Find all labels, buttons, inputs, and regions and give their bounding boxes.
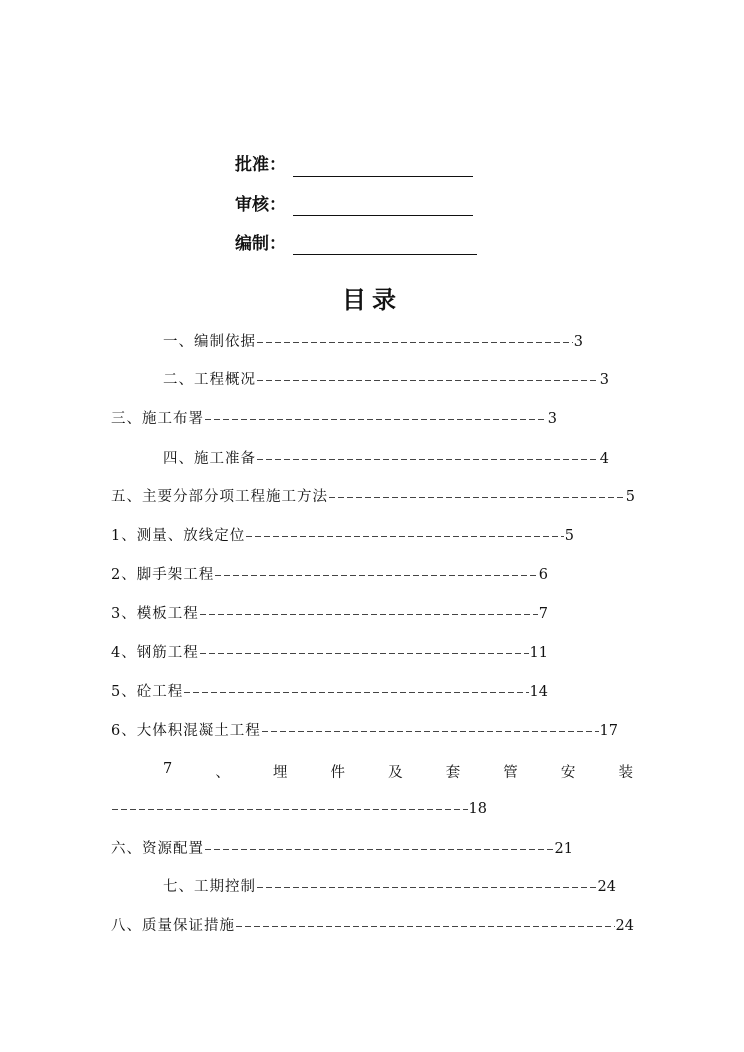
toc-leader	[200, 614, 538, 615]
toc-leader	[205, 419, 547, 420]
toc-leader	[112, 809, 468, 810]
toc-entry-label: 4、钢筋工程	[111, 645, 199, 661]
toc-entry[interactable]	[111, 409, 557, 429]
review-label: 审核：	[235, 195, 286, 215]
toc-entry[interactable]	[111, 839, 573, 859]
toc-entry-label: 1、测量、放线定位	[111, 528, 246, 544]
compile-signature-line	[293, 254, 477, 255]
toc-leader	[329, 497, 625, 498]
toc-entry[interactable]	[163, 877, 616, 897]
toc-leader	[200, 653, 529, 654]
toc-entry[interactable]	[111, 604, 548, 624]
toc-entry-page: 5	[625, 489, 635, 505]
toc-entry-label: 5、砼工程	[111, 684, 184, 700]
toc-entry-page: 3	[573, 334, 583, 350]
toc-entry-label: 四、施工准备	[163, 451, 256, 467]
toc-leader	[257, 887, 597, 888]
toc-leader	[257, 342, 573, 343]
toc-entry-page: 11	[529, 645, 548, 661]
toc-entry[interactable]	[111, 565, 548, 585]
toc-entry-label: 八、质量保证措施	[111, 918, 235, 934]
toc-entry-page: 3	[599, 372, 609, 388]
toc-entry-label: 一、编制依据	[163, 334, 256, 350]
label-char: 及	[388, 765, 403, 781]
toc-entry-page: 5	[564, 528, 574, 544]
toc-entry-page: 21	[554, 841, 573, 857]
toc-entry-label: 五、主要分部分项工程施工方法	[111, 489, 328, 505]
toc-entry-label: 二、工程概况	[163, 372, 256, 388]
toc-leader	[184, 692, 528, 693]
toc-leader	[215, 575, 538, 576]
label-char: 、	[215, 765, 230, 781]
toc-entry-label	[163, 761, 633, 782]
toc-entry[interactable]	[111, 721, 618, 741]
toc-entry[interactable]	[111, 682, 548, 702]
toc-entry-page: 14	[529, 684, 548, 700]
label-char: 套	[445, 765, 461, 781]
toc-entry-page: 17	[599, 723, 618, 739]
toc-leader	[246, 536, 564, 537]
label-char: 管	[503, 765, 518, 781]
toc-entry[interactable]	[163, 449, 609, 469]
toc-entry-page: 24	[615, 918, 634, 934]
toc-entry-label: 6、大体积混凝土工程	[111, 723, 261, 739]
toc-leader	[262, 731, 599, 732]
toc-entry-page: 7	[538, 606, 548, 622]
toc-leader	[257, 380, 599, 381]
toc-entry-label: 2、脚手架工程	[111, 567, 215, 583]
label-char: 装	[618, 765, 633, 781]
toc-entry-label: 七、工期控制	[163, 879, 256, 895]
toc-entry-page: 3	[547, 411, 557, 427]
toc-leader	[236, 926, 615, 927]
compile-label: 编制：	[235, 234, 286, 254]
toc-leader	[257, 459, 599, 460]
toc-entry-page: 6	[538, 567, 548, 583]
label-char: 安	[560, 765, 576, 781]
toc-entry-label: 六、资源配置	[111, 841, 204, 857]
toc-entry-page: 4	[599, 451, 609, 467]
toc-entry[interactable]	[111, 643, 548, 663]
approve-label: 批准：	[235, 155, 286, 175]
toc-entry-label: 三、施工布署	[111, 411, 204, 427]
toc-entry[interactable]	[163, 332, 583, 352]
toc-entry[interactable]	[163, 370, 609, 390]
toc-entry-label: 3、模板工程	[111, 606, 199, 622]
label-char: 埋	[272, 765, 288, 781]
toc-entry[interactable]	[111, 916, 634, 936]
toc-entry[interactable]	[111, 526, 574, 546]
toc-leader	[205, 849, 554, 850]
toc-entry[interactable]	[111, 487, 635, 507]
toc-title: 目录	[342, 286, 402, 314]
label-char: 7	[163, 761, 173, 777]
approve-signature-line	[293, 176, 473, 177]
toc-entry-page: 24	[597, 879, 616, 895]
toc-entry-page: 18	[468, 801, 487, 817]
toc-entry-continuation	[111, 799, 487, 819]
review-signature-line	[293, 215, 473, 216]
label-char: 件	[330, 765, 346, 781]
